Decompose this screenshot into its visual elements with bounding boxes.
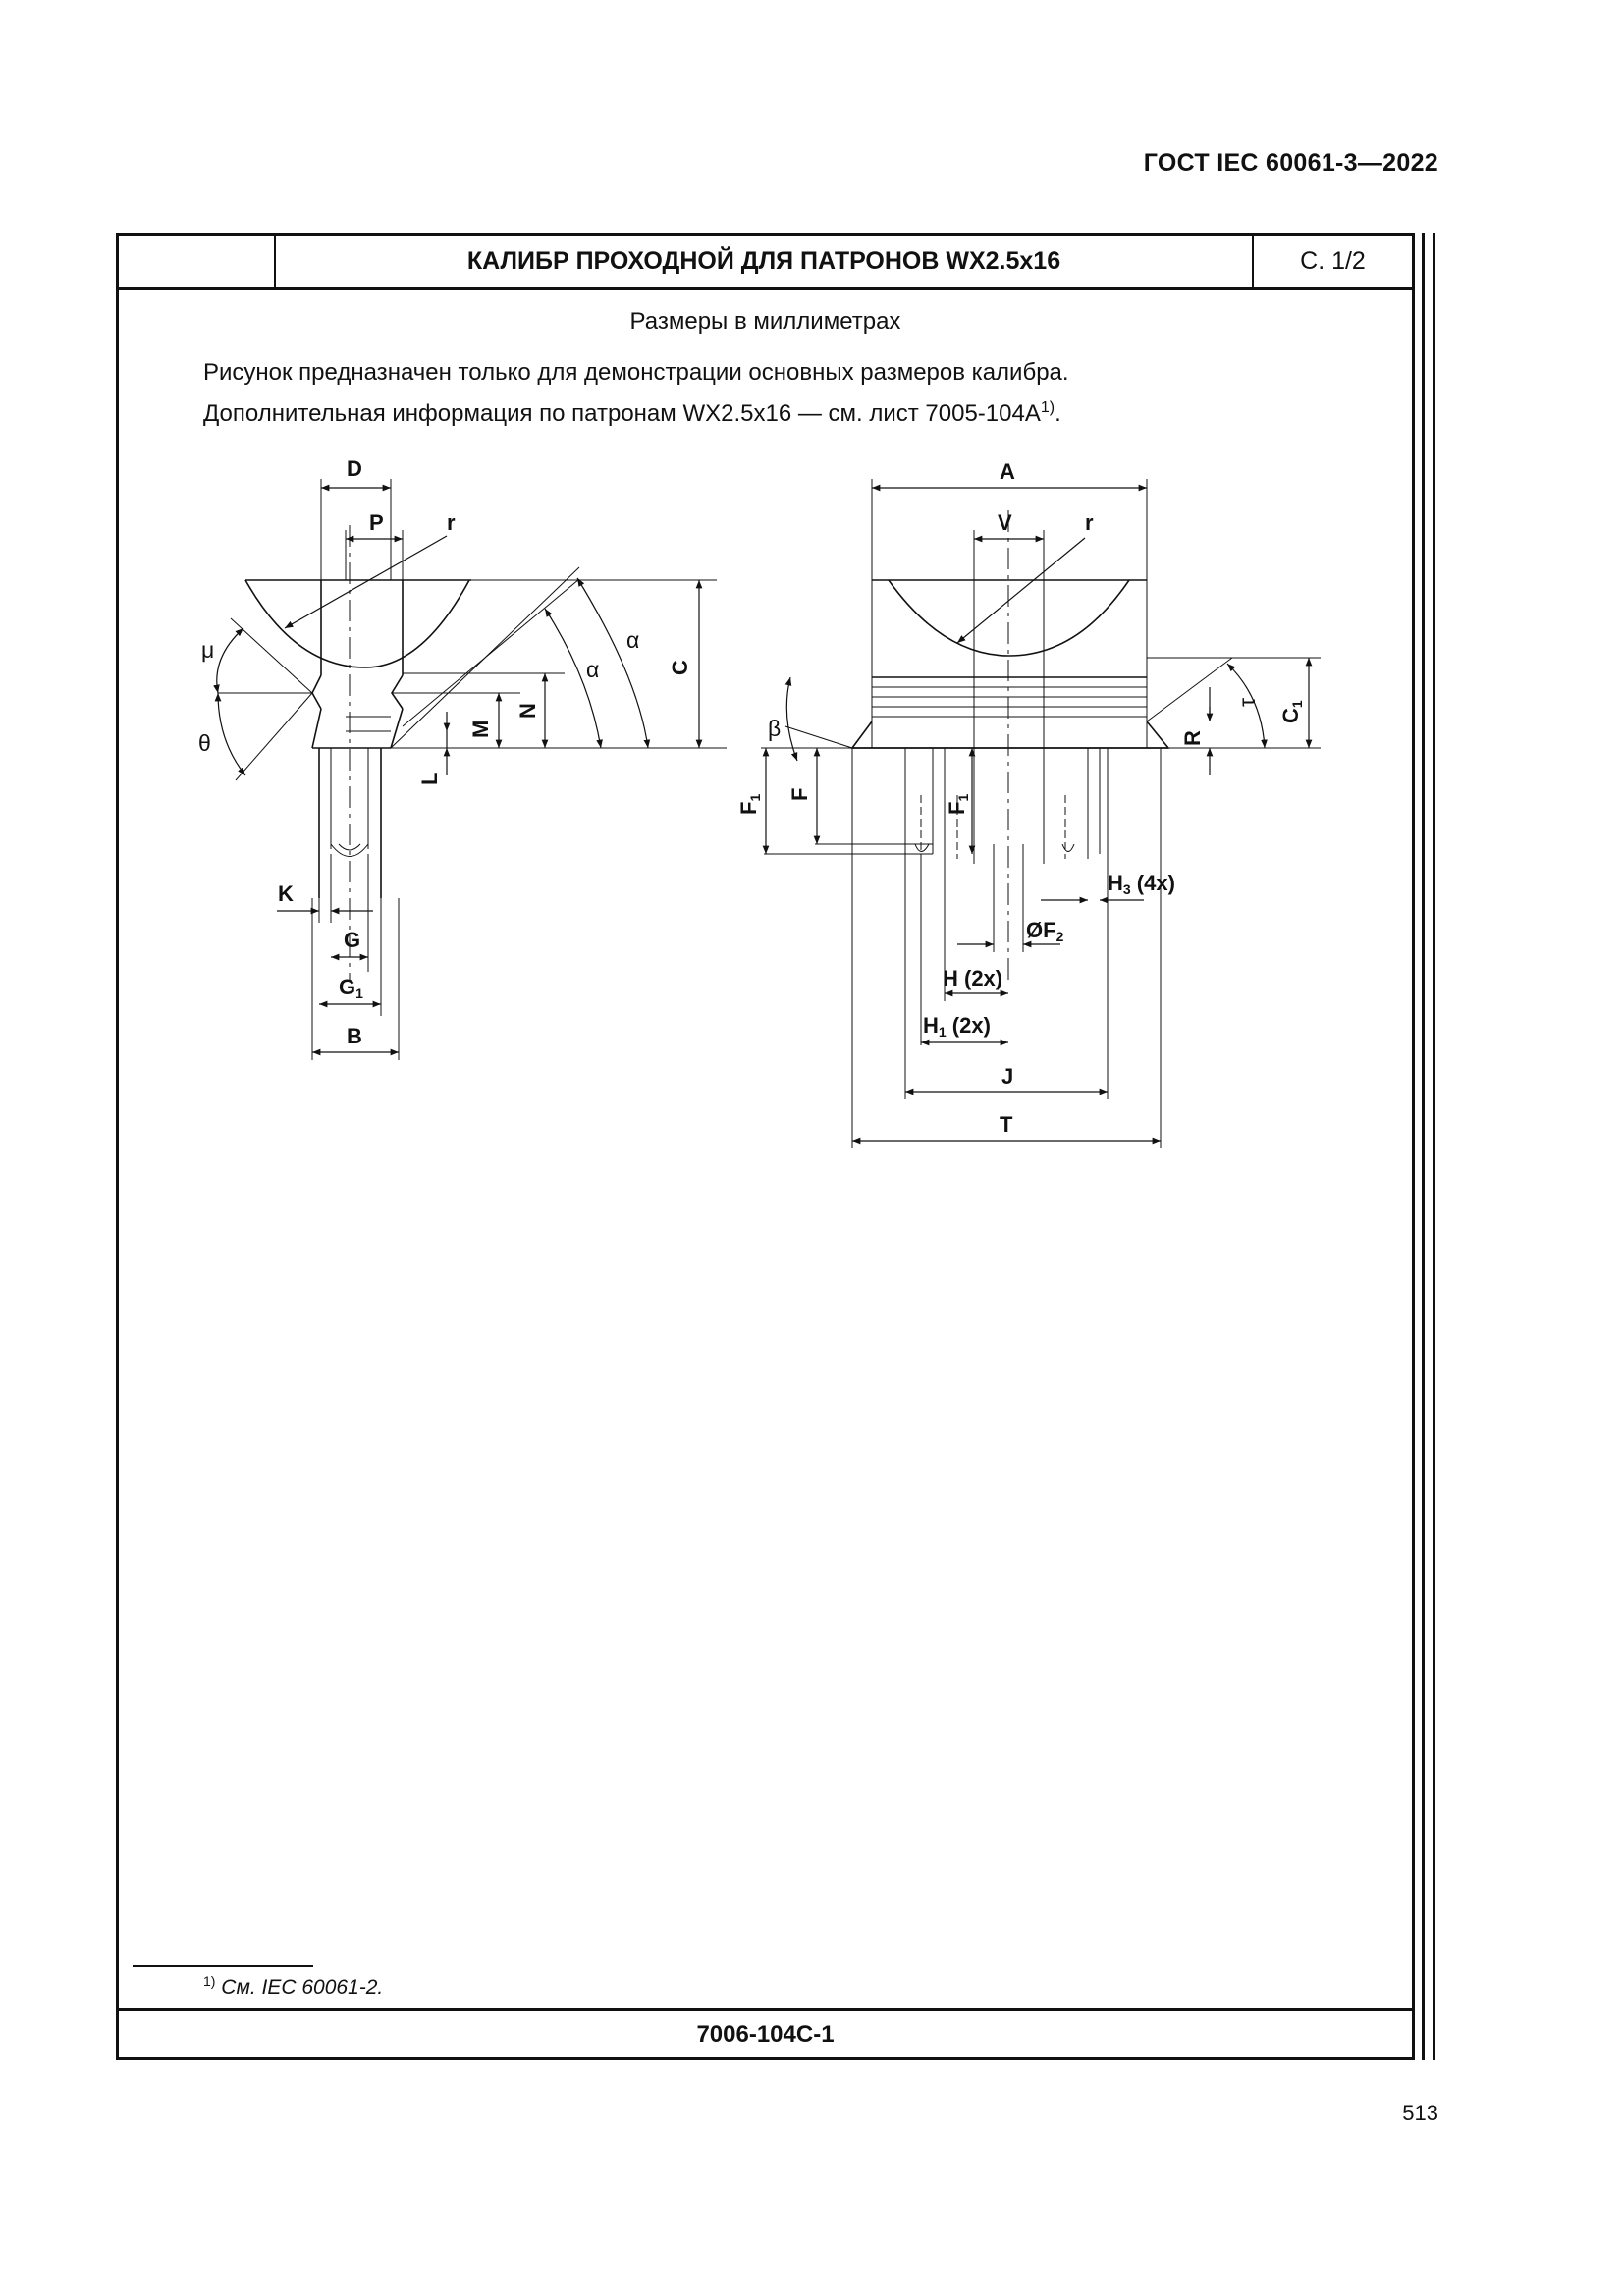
label-beta: β <box>768 716 782 741</box>
note-footnote-ref: 1) <box>1040 400 1055 416</box>
label-L: L <box>417 772 442 785</box>
label-C: C <box>668 660 692 675</box>
label-V: V <box>998 510 1012 535</box>
note-line-2-text: Дополнительная информация по патронам WX2.5x16 — см. лист 7005-104A <box>203 400 1041 427</box>
label-alpha-outer: α <box>626 627 640 653</box>
label-N: N <box>515 703 540 719</box>
label-D: D <box>347 456 362 481</box>
label-theta: θ <box>198 730 211 756</box>
left-view <box>217 479 727 1060</box>
sheet-code: 7006-104С-1 <box>119 2008 1412 2057</box>
label-alpha-inner: α <box>586 657 600 682</box>
label-F: F <box>787 787 812 801</box>
label-B: B <box>347 1024 362 1048</box>
label-F1-inner: F1 <box>945 793 971 815</box>
label-J: J <box>1001 1064 1014 1089</box>
footnote-text: См. IEC 60061-2. <box>215 1976 384 1999</box>
label-G: G <box>344 928 361 952</box>
label-r-right: r <box>1085 510 1094 535</box>
right-view <box>761 479 1321 1148</box>
label-A: A <box>1000 459 1015 484</box>
sheet-page-indicator: С. 1/2 <box>1300 247 1366 275</box>
label-H: H (2x) <box>943 966 1003 990</box>
footnote-mark: 1) <box>203 1973 216 1989</box>
label-P: P <box>369 510 384 535</box>
label-F2: ØF2 <box>1026 918 1064 944</box>
note-line-1: Рисунок предназначен только для демонстрации основных размеров калибра. <box>203 359 1069 386</box>
standard-code: ГОСТ IEC 60061-3—2022 <box>1143 149 1438 177</box>
note-period: . <box>1055 400 1061 427</box>
label-mu: μ <box>201 637 215 663</box>
label-tau: τ <box>1234 697 1260 707</box>
label-F1-outer: F1 <box>736 793 763 815</box>
label-H3: H3 (4x) <box>1108 871 1175 897</box>
label-C1: C1 <box>1278 700 1305 723</box>
units-caption: Размеры в миллиметрах <box>629 308 901 335</box>
page-number: 513 <box>1402 2101 1438 2125</box>
label-r-left: r <box>447 510 456 535</box>
label-R: R <box>1180 730 1205 746</box>
label-K: K <box>278 881 294 906</box>
label-T: T <box>1000 1112 1013 1137</box>
label-G1: G1 <box>339 975 363 1001</box>
label-H1: H1 (2x) <box>923 1013 991 1040</box>
label-M: M <box>468 720 493 738</box>
sheet-title: КАЛИБР ПРОХОДНОЙ ДЛЯ ПАТРОНОВ WX2.5x16 <box>276 236 1254 287</box>
